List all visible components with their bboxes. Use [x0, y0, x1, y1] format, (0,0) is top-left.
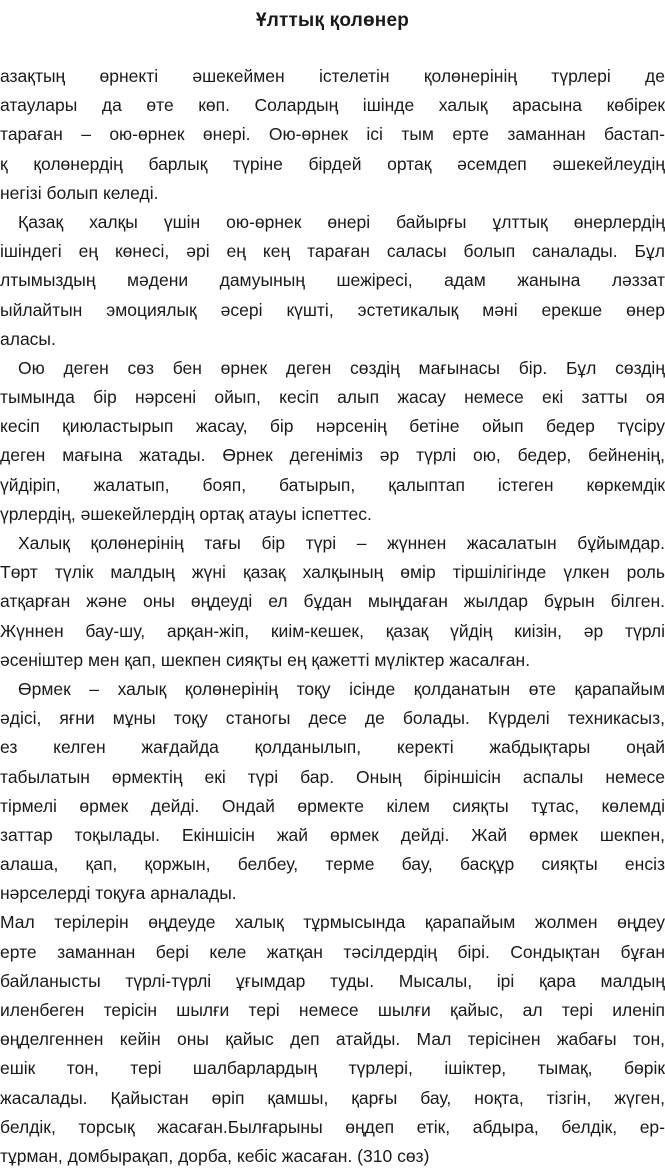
text-line: әдісі, яғни мұны тоқу станогы десе де болады. Күрделі техникасыз, [0, 708, 665, 729]
text-line: заттар тоқылады. Екіншісін жай өрмек дейді. Жай өрмек шекпен, [0, 824, 665, 845]
text-line: аласы. [0, 328, 56, 349]
text-line: тірмелі өрмек дейді. Ондай өрмекте кілем сияқты тұтас, көлемді [0, 795, 665, 816]
text-line: белдік, торсық жасаған.Былғарыны өңдеп етік, абдыра, белдік, ер- [0, 1116, 665, 1137]
text-line: табылатын өрмектің екі түрі бар. Оның біріншісін аспалы немесе [0, 766, 665, 787]
text-line: иленбеген терісін шылғи тері немесе шылғи қайыс, ал тері иленіп [0, 1000, 665, 1020]
text-line: ез келген жағдайда қолданылып, керекті жабдықтары оңай [0, 737, 665, 758]
text-line: деген мағына жатады. Өрнек дегеніміз әр түрлі ою, бедер, бейненің, [0, 445, 665, 466]
document-body [0, 62, 665, 1171]
text-line: Ою деген сөз бен өрнек деген сөздің мағынасы бір. Бұл сөздің [18, 357, 665, 378]
text-line: лтымыздың мәдени дамуының шежіресі, адам жанына ләззат [0, 270, 665, 291]
document-title: Ұлттық қолөнер [255, 10, 410, 31]
text-line: атаулары да өте көп. Солардың ішінде халық арасына көбірек [0, 95, 665, 116]
text-line: жасалады. Қайыстан өріп қамшы, қарғы бау, ноқта, тізгін, жүген, [0, 1087, 665, 1108]
text-line: тараған – ою-өрнек өнері. Ою-өрнек ісі тым ерте заманнан бастап- [0, 124, 665, 145]
text-line: Мал терілерін өңдеуде халық тұрмысында қарапайым жолмен өңдеу [0, 912, 665, 933]
text-line: ыйлайтын эмоциялық әсері күшті, эстетикалық мәні ерекше өнер [0, 299, 665, 320]
text-line: атқарған және оны өңдеуді ел бұдан мыңдаған жылдар бұрын білген. [0, 591, 665, 612]
text-line: алаша, қап, қоржын, белбеу, терме бау, басқұр сияқты енсіз [0, 854, 665, 875]
text-line: тымында бір нәрсені ойып, кесіп алып жасау немесе екі затты оя [0, 387, 665, 408]
text-line: Халық қолөнерінің тағы бір түрі – жүннен жасалатын бұйымдар. [18, 533, 665, 553]
text-line: тұрман, домбырақап, дорба, кебіс жасаған. (310 сөз) [0, 1145, 430, 1166]
text-line: Өрмек – халық қолөнерінің тоқу ісінде қолданатын өте қарапайым [18, 678, 665, 699]
text-line: ерте заманнан бері келе жатқан тәсілдердің бірі. Сондықтан бұған [0, 941, 665, 962]
text-line: Төрт түлік малдың жүні қазақ халқының өмір тіршілігінде үлкен роль [0, 562, 665, 583]
text-line: кесіп қиюластырып жасау, бір нәрсенің бетіне ойып бедер түсіру [0, 416, 665, 437]
text-line: үйдіріп, жалатып, бояп, батырып, қалыптап істеген көркемдік [0, 474, 665, 495]
text-line: қ қолөнердің барлық түріне бірдей ортақ әсемдеп әшекейлеудің [0, 153, 665, 174]
text-line: байланысты түрлі-түрлі ұғымдар туды. Мысалы, ірі қара малдың [0, 970, 665, 991]
text-line: Жүннен бау-шу, арқан-жіп, киім-кешек, қазақ үйдің киізін, әр түрлі [0, 620, 665, 641]
text-line: ішіндегі ең көнесі, әрі ең кең тараған саласы болып саналады. Бұл [0, 241, 665, 262]
text-line: әсеніштер мен қап, шекпен сияқты ең қажетті мүліктер жасалған. [0, 649, 531, 670]
text-line: нәрселерді тоқуға арналады. [0, 883, 237, 904]
text-line: негізі болып келеді. [0, 182, 159, 203]
text-line: Қазақ халқы үшін ою-өрнек өнері байырғы ұлттық өнерлердің [18, 211, 665, 232]
text-line: ешік тон, тері шалбарлардың түрлері, ішіктер, тымақ, бөрік [0, 1058, 665, 1079]
text-line: үрлердің, әшекейлердің ортақ атауы іспеттес. [0, 503, 372, 524]
text-line: өңделгеннен кейін оны қайыс деп атайды. Мал терісінен жабағы тон, [0, 1029, 665, 1050]
text-line: азақтың өрнекті әшекеймен істелетін қолөнерінің түрлері де [0, 66, 665, 86]
